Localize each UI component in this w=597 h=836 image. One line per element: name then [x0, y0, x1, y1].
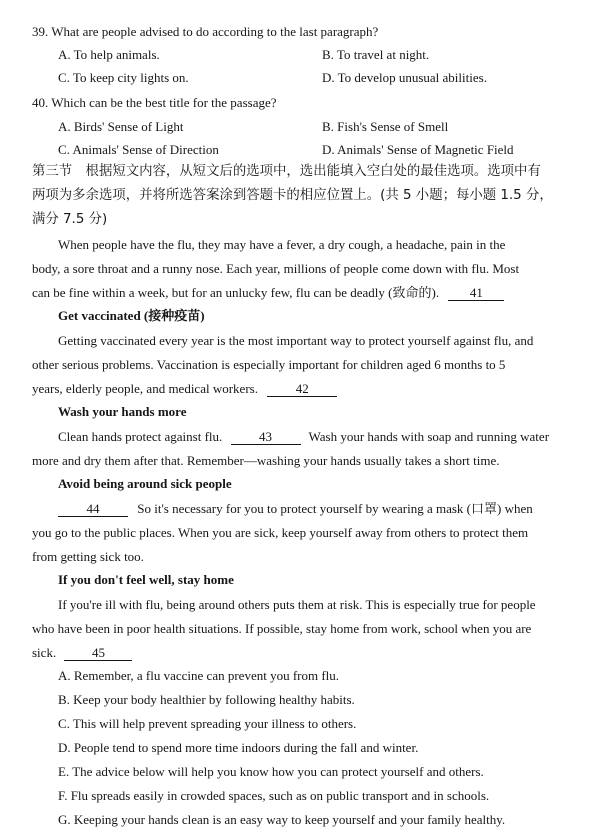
blank-43[interactable]: 43: [231, 430, 301, 445]
choice-a: A. Remember, a flu vaccine can prevent you from flu.: [58, 668, 340, 683]
question-40-option-a: A. Birds' Sense of Light: [58, 119, 184, 134]
section-instructions-line-1: 第三节 根据短文内容，从短文后的选项中，选出能填入空白处的最佳选项。选项中有: [32, 164, 541, 179]
passage-p4-after-blank: So it's necessary for you to protect yourself by wearing a mask (口罩) when: [137, 501, 533, 516]
choice-b: B. Keep your body healthier by following healthy habits.: [58, 692, 355, 707]
passage-p1-line-3-text: can be fine within a week, but for an unlucky few, flu can be deadly (致命的).: [32, 285, 440, 300]
choice-f: F. Flu spreads easily in crowded spaces, such as on public transport and in schools.: [58, 788, 490, 803]
heading-get-vaccinated: Get vaccinated (接种疫苗): [58, 308, 205, 323]
question-39-option-d: D. To develop unusual abilities.: [322, 70, 487, 85]
passage-p3-after-blank: Wash your hands with soap and running water: [308, 429, 550, 444]
passage-p5-line-1: If you're ill with flu, being around others puts them at risk. This is especially true for people: [58, 597, 536, 612]
question-40-option-c: C. Animals' Sense of Direction: [58, 142, 219, 157]
passage-p3-line-1: [58, 429, 549, 445]
heading-wash-hands: Wash your hands more: [58, 404, 187, 419]
section-instructions-line-2: 两项为多余选项，并将所选答案涂到答题卡的相应位置上。(共 5 小题；每小题 1.5 分，: [32, 188, 553, 203]
blank-45[interactable]: 45: [64, 646, 132, 661]
passage-p2-line-1: Getting vaccinated every year is the most important way to protect yourself against flu, and: [58, 333, 534, 348]
choice-g: G. Keeping your hands clean is an easy way to keep yourself and your family healthy.: [58, 812, 506, 827]
passage-p1-line-3: [32, 285, 504, 301]
question-39-stem: 39. What are people advised to do according to the last paragraph?: [32, 24, 379, 39]
passage-p1-line-2: body, a sore throat and a runny nose. Each year, millions of people come down with flu. Most: [32, 261, 520, 276]
choice-d: D. People tend to spend more time indoors during the fall and winter.: [58, 740, 419, 755]
question-40-stem: 40. Which can be the best title for the passage?: [32, 95, 277, 110]
question-40-option-d: D. Animals' Sense of Magnetic Field: [322, 142, 514, 157]
passage-p5-line-2: who have been in poor health situations. If possible, stay home from work, school when you are: [32, 621, 532, 636]
passage-p1-line-1: When people have the flu, they may have a fever, a dry cough, a headache, pain in the: [58, 237, 506, 252]
choice-e: E. The advice below will help you know how you can protect yourself and others.: [58, 764, 484, 779]
heading-stay-home: If you don't feel well, stay home: [58, 572, 234, 587]
passage-p3-before-blank: Clean hands protect against flu.: [58, 429, 223, 444]
question-40-option-b: B. Fish's Sense of Smell: [322, 119, 449, 134]
passage-p2-line-3: [32, 381, 337, 397]
passage-p3-line-2: more and dry them after that. Remember—washing your hands usually takes a short time.: [32, 453, 500, 468]
passage-p4-line-3: from getting sick too.: [32, 549, 144, 564]
blank-42[interactable]: 42: [267, 382, 337, 397]
question-39-option-c: C. To keep city lights on.: [58, 70, 189, 85]
blank-44[interactable]: 44: [58, 502, 128, 517]
question-39-option-a: A. To help animals.: [58, 47, 160, 62]
question-39-option-b: B. To travel at night.: [322, 47, 430, 62]
heading-avoid-sick-people: Avoid being around sick people: [58, 476, 232, 491]
section-instructions-line-3: 满分 7.5 分): [32, 212, 108, 227]
passage-p5-line-3: [32, 645, 132, 661]
choice-c: C. This will help prevent spreading your illness to others.: [58, 716, 357, 731]
passage-p5-last-text: sick.: [32, 645, 57, 660]
passage-p4-line-2: you go to the public places. When you are sick, keep yourself away from others to protect them: [32, 525, 529, 540]
passage-p4-line-1: [58, 501, 533, 517]
passage-p2-line-2: other serious problems. Vaccination is especially important for children aged 6 months to 5: [32, 357, 506, 372]
blank-41[interactable]: 41: [448, 286, 504, 301]
passage-p2-line-3-text: years, elderly people, and medical workers.: [32, 381, 258, 396]
